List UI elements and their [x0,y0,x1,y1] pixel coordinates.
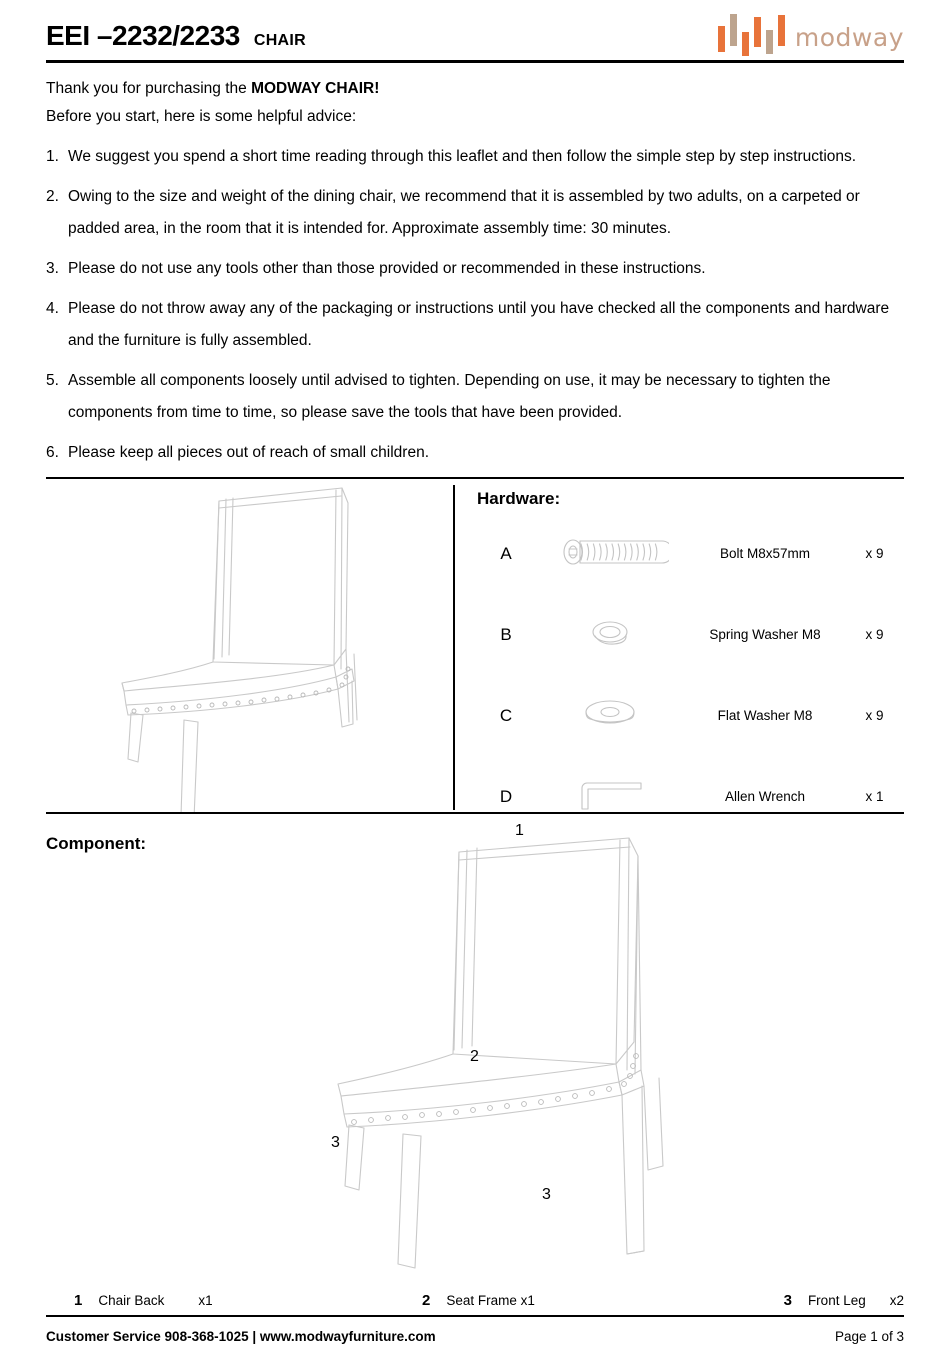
model-title-group [46,20,306,56]
advice-number-6: 6. [46,444,59,461]
hardware-key-c: C [499,705,513,725]
page-footer [46,1317,904,1344]
advice-text-4: Please do not throw away any of the packaging or instructions until you have checked all the components and hardware and the furniture is fully assembled. [68,300,890,349]
legend-label-3: Front Leg [807,1293,866,1308]
hardware-row [477,594,904,675]
hardware-title: Hardware: [477,489,561,508]
hardware-image-c [535,675,685,756]
hardware-key-a: A [500,543,512,563]
advice-number-5: 5. [46,372,59,389]
advice-item-1 [46,141,904,173]
advice-text-3: Please do not use any tools other than those provided or recommended in these instructions. [68,260,706,277]
legend-index-2: 2 [422,1292,431,1309]
advice-number-3: 3. [46,260,59,277]
thank-you-text: Thank you for purchasing the [46,80,252,97]
advice-text-2: Owing to the size and weight of the dining chair, we recommend that it is assembled by two adults, on a carpeted or padded area, in the room that it is intended for. Approximate assembly time: 30 minutes. [68,188,860,237]
advice-number-4: 4. [46,300,59,317]
brand-wordmark: modway [794,23,904,52]
brand-bar-3 [742,32,749,56]
callout-3-right: 3 [542,1186,551,1203]
advice-item-5 [46,365,904,429]
before-you-start-line: Before you start, here is some helpful advice: [46,108,357,125]
chair-line-drawing [46,479,453,812]
hardware-image-b [535,594,685,675]
brand-bar-2 [730,14,737,46]
allen-wrench-icon [571,778,649,812]
component-section [46,814,904,1292]
brand-bar-4 [754,17,761,47]
product-type-label: CHAIR [253,32,307,49]
customer-service-text: Customer Service 908-368-1025 | www.modwayfurniture.com [46,1329,436,1344]
legend-qty-1: x1 [198,1293,213,1308]
hardware-qty-b: x 9 [865,627,884,642]
hardware-key-d: D [499,786,513,806]
thank-you-line [46,75,904,103]
thank-you-brand: MODWAY CHAIR! [251,80,380,97]
brand-bars-icon [718,16,785,52]
page-number: Page 1 of 3 [834,1329,904,1344]
advice-number-1: 1. [46,148,59,165]
hardware-image-a [535,513,685,594]
model-code: EEI –2232/2233 [46,20,240,51]
page-header [46,0,904,56]
legend-item-3 [732,1292,904,1309]
chair-preview-illustration [46,479,453,812]
hardware-row [477,513,904,594]
hardware-key-b: B [500,624,512,644]
component-legend [46,1292,904,1315]
brand-bar-1 [718,26,725,52]
callout-1: 1 [515,822,524,839]
hardware-name-a: Bolt M8x57mm [719,546,811,561]
hardware-qty-a: x 9 [865,546,884,561]
hardware-section [46,479,904,812]
legend-item-1 [46,1292,422,1309]
hardware-table [477,513,904,837]
brand-bar-5 [766,30,773,54]
callout-3-left: 3 [331,1134,340,1151]
advice-list [46,141,904,469]
legend-label-2: Seat Frame x1 [446,1293,535,1308]
legend-item-2 [422,1292,732,1309]
hardware-qty-d: x 1 [865,789,884,804]
advice-number-2: 2. [46,188,59,205]
advice-item-2 [46,181,904,245]
legend-label-1: Chair Back [98,1293,165,1308]
hardware-row [477,675,904,756]
intro-block [46,63,904,469]
advice-text-5: Assemble all components loosely until advised to tighten. Depending on use, it may be necessary to tighten the components from time to time, so please save the tools that have been provided. [68,372,831,421]
advice-item-4 [46,293,904,357]
hardware-name-c: Flat Washer M8 [717,708,813,723]
legend-index-1: 1 [74,1292,83,1309]
bolt-icon [551,535,669,569]
advice-item-3 [46,253,904,285]
component-illustration [46,814,904,1292]
flat-washer-icon [579,697,641,731]
callout-2: 2 [470,1048,479,1065]
legend-qty-3: x2 [889,1293,904,1308]
hardware-name-d: Allen Wrench [724,789,806,804]
brand-bar-6 [778,15,785,46]
legend-index-3: 3 [783,1292,792,1309]
hardware-panel [455,479,904,812]
spring-washer-icon [581,616,639,650]
hardware-name-b: Spring Washer M8 [709,627,821,642]
advice-item-6 [46,437,904,469]
component-title: Component: [46,834,147,853]
hardware-qty-c: x 9 [865,708,884,723]
advice-text-1: We suggest you spend a short time reading through this leaflet and then follow the simple step by step instructions. [68,148,857,165]
brand-logo [718,16,904,56]
advice-text-6: Please keep all pieces out of reach of small children. [68,444,430,461]
